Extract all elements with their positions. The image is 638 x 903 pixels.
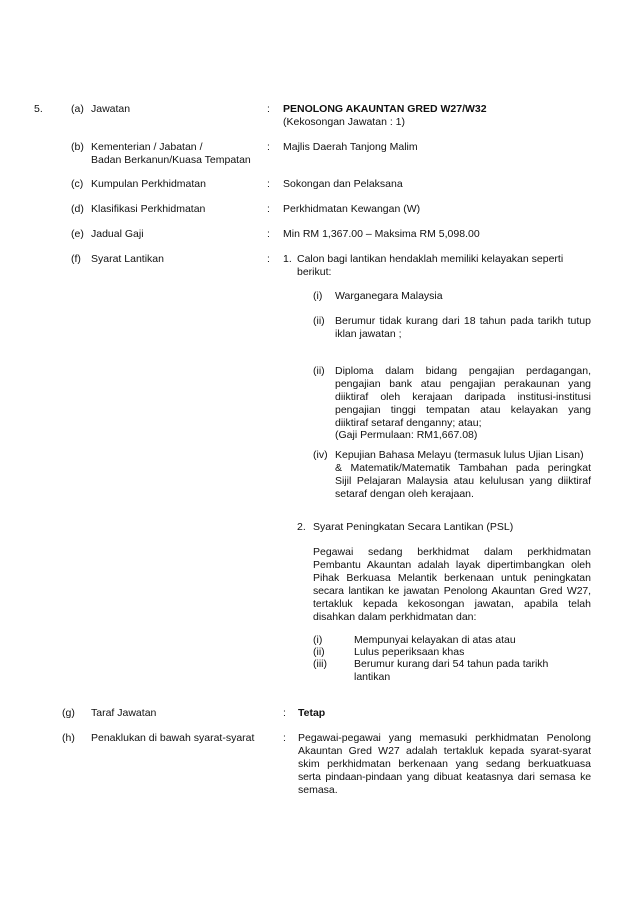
row-label: Taraf Jawatan (91, 707, 157, 719)
vacancy-count: (Kekosongan Jawatan : 1) (283, 116, 405, 128)
row-colon: : (267, 203, 270, 215)
row-letter: (f) (71, 253, 81, 265)
item-text: pengajian bank atau pengajian perakaunan yang (335, 378, 591, 390)
row-label: Kumpulan Perkhidmatan (91, 178, 206, 190)
item-text: diiktiraf oleh kerajaan daripada institusi-institusi (335, 391, 591, 403)
para-text: Pembantu Akauntan adalah layak dipertimbangkan oleh (313, 559, 591, 571)
item-text: Berumur tidak kurang dari 18 tahun pada tarikh tutup (335, 315, 591, 327)
item-text: & Matematik/Matematik Tambahan pada peringkat (335, 462, 591, 474)
row-letter: (e) (71, 228, 84, 240)
row-label: Syarat Lantikan (91, 253, 164, 265)
row-value: Tetap (298, 707, 326, 719)
item-number: (ii) (313, 646, 325, 658)
para-text: Pegawai-pegawai yang memasuki perkhidmatan Penolong (298, 732, 591, 744)
para-number: 2. (297, 521, 306, 533)
starting-salary: (Gaji Permulaan: RM1,667.08) (335, 429, 478, 441)
item-number: (iv) (313, 449, 328, 461)
row-colon: : (267, 253, 270, 265)
row-letter: (b) (71, 141, 84, 153)
item-text: Berumur kurang dari 54 tahun pada tarikh (354, 658, 549, 670)
salary-range: Min RM 1,367.00 – Maksima RM 5,098.00 (283, 228, 480, 240)
para-text: Akauntan Gred W27 adalah tertakluk kepada syarat-syarat (298, 745, 591, 757)
item-text: iklan jawatan ; (335, 328, 402, 340)
row-label: Penaklukan di bawah syarat-syarat (91, 732, 255, 744)
item-text: Sijil Pelajaran Malaysia atau kelulusan yang diiktiraf (335, 475, 591, 487)
row-letter: (g) (62, 707, 75, 719)
para-text: disahkan dalam perkhidmatan dan: (313, 611, 477, 623)
para-text: Pihak Berkuasa Melantik berkenaan untuk peningkatan (313, 572, 591, 584)
para-text: Pegawai sedang berkhidmat dalam perkhidmatan (313, 546, 591, 558)
item-text: Kepujian Bahasa Melayu (termasuk lulus Ujian Lisan) (335, 449, 584, 461)
row-letter: (c) (71, 178, 84, 190)
job-title: PENOLONG AKAUNTAN GRED W27/W32 (283, 103, 487, 115)
row-label: Jawatan (91, 103, 131, 115)
item-text: Warganegara Malaysia (335, 290, 443, 302)
item-text: Lulus peperiksaan khas (354, 646, 465, 658)
item-text: Diploma dalam bidang pengajian perdagangan, (335, 365, 591, 377)
item-text: diiktiraf setaraf denganny; atau; (335, 417, 482, 429)
para-text: secara lantikan ke jawatan Penolong Akauntan Gred W27, (313, 585, 591, 597)
item-number: (i) (313, 290, 323, 302)
row-colon: : (267, 228, 270, 240)
para-number: 1. (283, 253, 292, 265)
item-text: setaraf dengan oleh kerajaan. (335, 488, 474, 500)
row-label: Badan Berkanun/Kuasa Tempatan (91, 154, 251, 166)
para-text: berikut: (297, 266, 332, 278)
row-letter: (h) (62, 732, 75, 744)
item-number: (i) (313, 634, 323, 646)
row-label: Kementerian / Jabatan / (91, 141, 203, 153)
item-number: (ii) (313, 365, 325, 377)
para-title: Syarat Peningkatan Secara Lantikan (PSL) (313, 521, 514, 533)
item-number: (ii) (313, 315, 325, 327)
section-number: 5. (34, 103, 43, 115)
row-letter: (a) (71, 103, 84, 115)
para-text: Calon bagi lantikan hendaklah memiliki kelayakan seperti (297, 253, 564, 265)
row-colon: : (267, 178, 270, 190)
row-value: Sokongan dan Pelaksana (283, 178, 403, 190)
row-label: Klasifikasi Perkhidmatan (91, 203, 206, 215)
item-text: lantikan (354, 671, 391, 683)
row-value: Majlis Daerah Tanjong Malim (283, 141, 418, 153)
item-text: Mempunyai kelayakan di atas atau (354, 634, 516, 646)
row-letter: (d) (71, 203, 84, 215)
row-colon: : (267, 141, 270, 153)
para-text: semasa. (298, 784, 338, 796)
item-text: pengajian tinggi tempatan atau kelayakan yang (335, 404, 591, 416)
row-colon: : (283, 732, 286, 744)
row-colon: : (267, 103, 270, 115)
para-text: tertakluk kepada kekosongan jawatan, apabila telah (313, 598, 591, 610)
row-label: Jadual Gaji (91, 228, 144, 240)
row-colon: : (283, 707, 286, 719)
item-number: (iii) (313, 658, 327, 670)
para-text: skim perkhidmatan berkenaan yang sedang berkuatkuasa (298, 758, 591, 770)
row-value: Perkhidmatan Kewangan (W) (283, 203, 421, 215)
para-text: serta pindaan-pindaan yang dibuat keatasnya dari semasa ke (298, 771, 591, 783)
